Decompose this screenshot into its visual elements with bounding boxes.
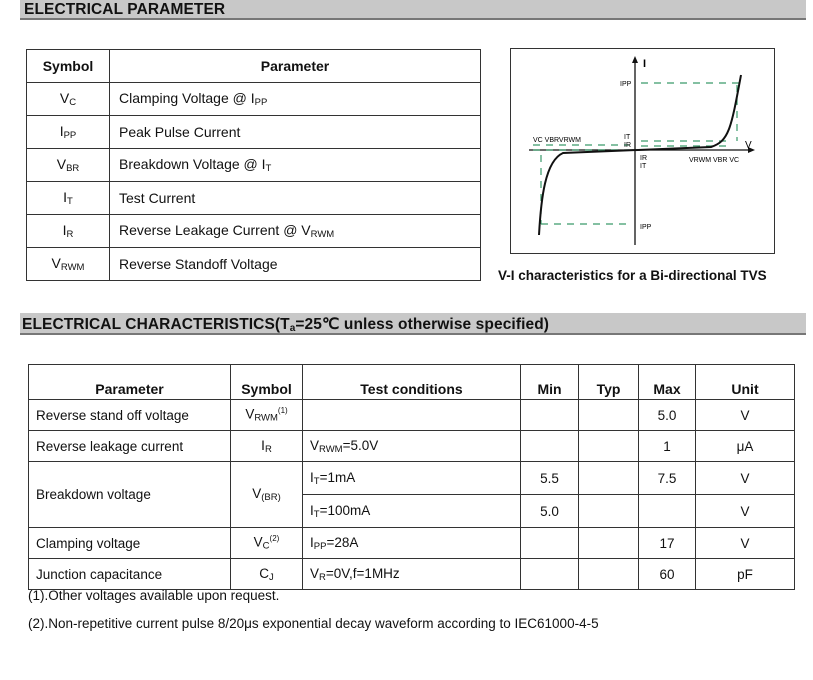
condition-value: =28A <box>326 534 359 550</box>
current-axis-arrow <box>632 56 638 63</box>
table-row <box>29 431 795 462</box>
label-ir-bottom: IR <box>640 155 647 162</box>
parameter-sub: RWM <box>310 229 335 240</box>
vi-characteristics-diagram <box>510 48 775 254</box>
table-header-row <box>27 50 481 83</box>
symbol-sub: RWM <box>60 262 85 273</box>
parameter-text: Peak Pulse Current <box>119 124 241 140</box>
vi-diagram-svg <box>511 49 774 253</box>
parameter-sub: T <box>265 163 272 174</box>
max-cell <box>639 495 696 528</box>
symbol-sub: PP <box>63 130 77 141</box>
symbol-footnote: (2) <box>269 534 280 544</box>
condition-cell <box>303 495 521 528</box>
symbol-cell <box>27 248 110 281</box>
symbol-text: V <box>51 255 61 271</box>
symbol-sub: C <box>69 97 77 108</box>
symbol-text: C <box>259 565 269 581</box>
parameter-text: Breakdown Voltage @ I <box>119 156 266 172</box>
min-cell: 5.5 <box>521 462 579 495</box>
min-cell: 5.0 <box>521 495 579 528</box>
parameter-cell: Junction capacitance <box>29 559 231 590</box>
condition-sub: PP <box>313 540 327 552</box>
max-cell: 5.0 <box>639 400 696 431</box>
label-left-voltages: VC VBRVRWM <box>533 137 581 144</box>
section-title-text: ELECTRICAL PARAMETER <box>24 1 226 18</box>
header-max: Max <box>639 365 696 400</box>
min-cell <box>521 400 579 431</box>
condition-value: =5.0V <box>342 437 379 453</box>
min-cell <box>521 559 579 590</box>
footnote-1: (1).Other voltages available upon request. <box>28 588 280 603</box>
symbol-text: V <box>56 156 67 172</box>
header-test-conditions: Test conditions <box>303 365 521 400</box>
symbol-cell <box>27 116 110 149</box>
header-symbol: Symbol <box>27 50 110 83</box>
parameter-cell: Breakdown voltage <box>29 462 231 528</box>
label-it-top: IT <box>624 134 631 141</box>
condition-sub: T <box>313 508 320 520</box>
parameter-text: Reverse Standoff Voltage <box>119 256 278 272</box>
symbol-sub: BR <box>66 163 80 174</box>
unit-cell: μA <box>696 431 795 462</box>
parameter-cell <box>110 149 481 182</box>
symbol-sub: C <box>262 540 270 552</box>
header-parameter: Parameter <box>29 365 231 400</box>
parameter-cell: Clamping voltage <box>29 528 231 559</box>
symbol-cell <box>231 400 303 431</box>
typ-cell <box>579 431 639 462</box>
parameter-cell: Reverse leakage current <box>29 431 231 462</box>
condition-text: V <box>310 565 320 581</box>
header-typ: Typ <box>579 365 639 400</box>
characteristics-table <box>28 364 795 590</box>
section-title-electrical-parameter <box>20 0 806 20</box>
header-unit: Unit <box>696 365 795 400</box>
symbol-text: I <box>63 189 68 205</box>
typ-cell <box>579 528 639 559</box>
label-it-bottom: IT <box>640 163 647 170</box>
condition-sub: RWM <box>319 443 343 455</box>
header-min: Min <box>521 365 579 400</box>
symbol-cell <box>231 559 303 590</box>
table-row <box>27 116 481 149</box>
label-ipp-top: IPP <box>620 81 632 88</box>
parameter-cell <box>110 215 481 248</box>
condition-text: V <box>310 437 320 453</box>
min-cell <box>521 431 579 462</box>
unit-cell: V <box>696 528 795 559</box>
min-cell <box>521 528 579 559</box>
section-title-electrical-characteristics <box>20 313 806 335</box>
section-title-text: ELECTRICAL CHARACTERISTICS(T <box>22 316 290 333</box>
symbol-text: V <box>252 486 262 501</box>
section-title-sub: a <box>289 323 296 334</box>
parameter-cell <box>110 83 481 116</box>
table-row <box>27 149 481 182</box>
table-header-row <box>29 365 795 400</box>
symbol-sub: R <box>66 229 74 240</box>
condition-sub: T <box>313 475 320 487</box>
symbol-sub: R <box>264 443 272 455</box>
typ-cell <box>579 495 639 528</box>
symbol-cell <box>231 462 303 528</box>
condition-sub: R <box>319 571 326 583</box>
max-cell: 60 <box>639 559 696 590</box>
condition-text: I <box>310 469 314 485</box>
condition-cell <box>303 559 521 590</box>
symbol-text: I <box>62 222 67 238</box>
table-row <box>29 559 795 590</box>
unit-cell: V <box>696 462 795 495</box>
unit-cell: pF <box>696 559 795 590</box>
condition-text: I <box>310 534 314 550</box>
symbol-cell <box>27 215 110 248</box>
table-row <box>29 462 795 495</box>
condition-cell <box>303 528 521 559</box>
symbol-text: I <box>261 437 265 453</box>
parameter-text: Clamping Voltage @ I <box>119 90 255 106</box>
label-ir-top: IR <box>624 142 631 149</box>
diagram-caption: V-I characteristics for a Bi-directional TVS <box>498 268 767 283</box>
table-row <box>27 215 481 248</box>
typ-cell <box>579 462 639 495</box>
table-row <box>27 83 481 116</box>
parameter-cell <box>110 248 481 281</box>
typ-cell <box>579 559 639 590</box>
symbol-cell <box>231 431 303 462</box>
unit-cell: V <box>696 495 795 528</box>
parameter-cell <box>110 182 481 215</box>
condition-value: =1mA <box>319 469 356 485</box>
symbol-cell <box>27 149 110 182</box>
axis-label-v: V <box>745 140 752 151</box>
parameter-text: Reverse Leakage Current @ V <box>119 222 311 238</box>
condition-text: I <box>310 502 314 518</box>
symbol-text: I <box>59 123 64 139</box>
symbol-text: V <box>253 534 263 550</box>
symbol-cell <box>27 182 110 215</box>
table-row <box>29 400 795 431</box>
header-symbol: Symbol <box>231 365 303 400</box>
condition-cell <box>303 431 521 462</box>
label-ipp-bottom: IPP <box>640 224 652 231</box>
header-parameter: Parameter <box>110 50 481 83</box>
symbol-text: V <box>59 90 70 106</box>
unit-cell: V <box>696 400 795 431</box>
parameter-cell <box>110 116 481 149</box>
label-right-voltages: VRWM VBR VC <box>689 157 740 164</box>
symbol-footnote: (1) <box>277 406 288 416</box>
parameter-cell: Reverse stand off voltage <box>29 400 231 431</box>
symbol-sub: RWM <box>254 412 278 424</box>
parameter-text: Test Current <box>119 190 196 206</box>
table-row <box>27 248 481 281</box>
typ-cell <box>579 400 639 431</box>
section-title-text-rest: =25℃ unless otherwise specified) <box>295 316 550 333</box>
max-cell: 1 <box>639 431 696 462</box>
parameter-sub: PP <box>254 97 268 108</box>
condition-value: =0V,f=1MHz <box>325 565 400 581</box>
max-cell: 7.5 <box>639 462 696 495</box>
condition-cell <box>303 462 521 495</box>
axis-label-i: I <box>643 58 647 70</box>
footnote-2: (2).Non-repetitive current pulse 8/20μs exponential decay waveform according to IEC61000-4-5 <box>28 616 599 631</box>
condition-value: =100mA <box>319 502 371 518</box>
symbol-sub: T <box>67 196 73 207</box>
symbol-text: V <box>245 406 255 422</box>
table-row <box>29 528 795 559</box>
max-cell: 17 <box>639 528 696 559</box>
symbol-cell <box>27 83 110 116</box>
symbol-sub: (BR) <box>261 492 281 503</box>
symbol-sub: J <box>269 571 274 583</box>
condition-cell <box>303 400 521 431</box>
table-row <box>27 182 481 215</box>
parameter-table <box>26 49 481 281</box>
symbol-cell <box>231 528 303 559</box>
